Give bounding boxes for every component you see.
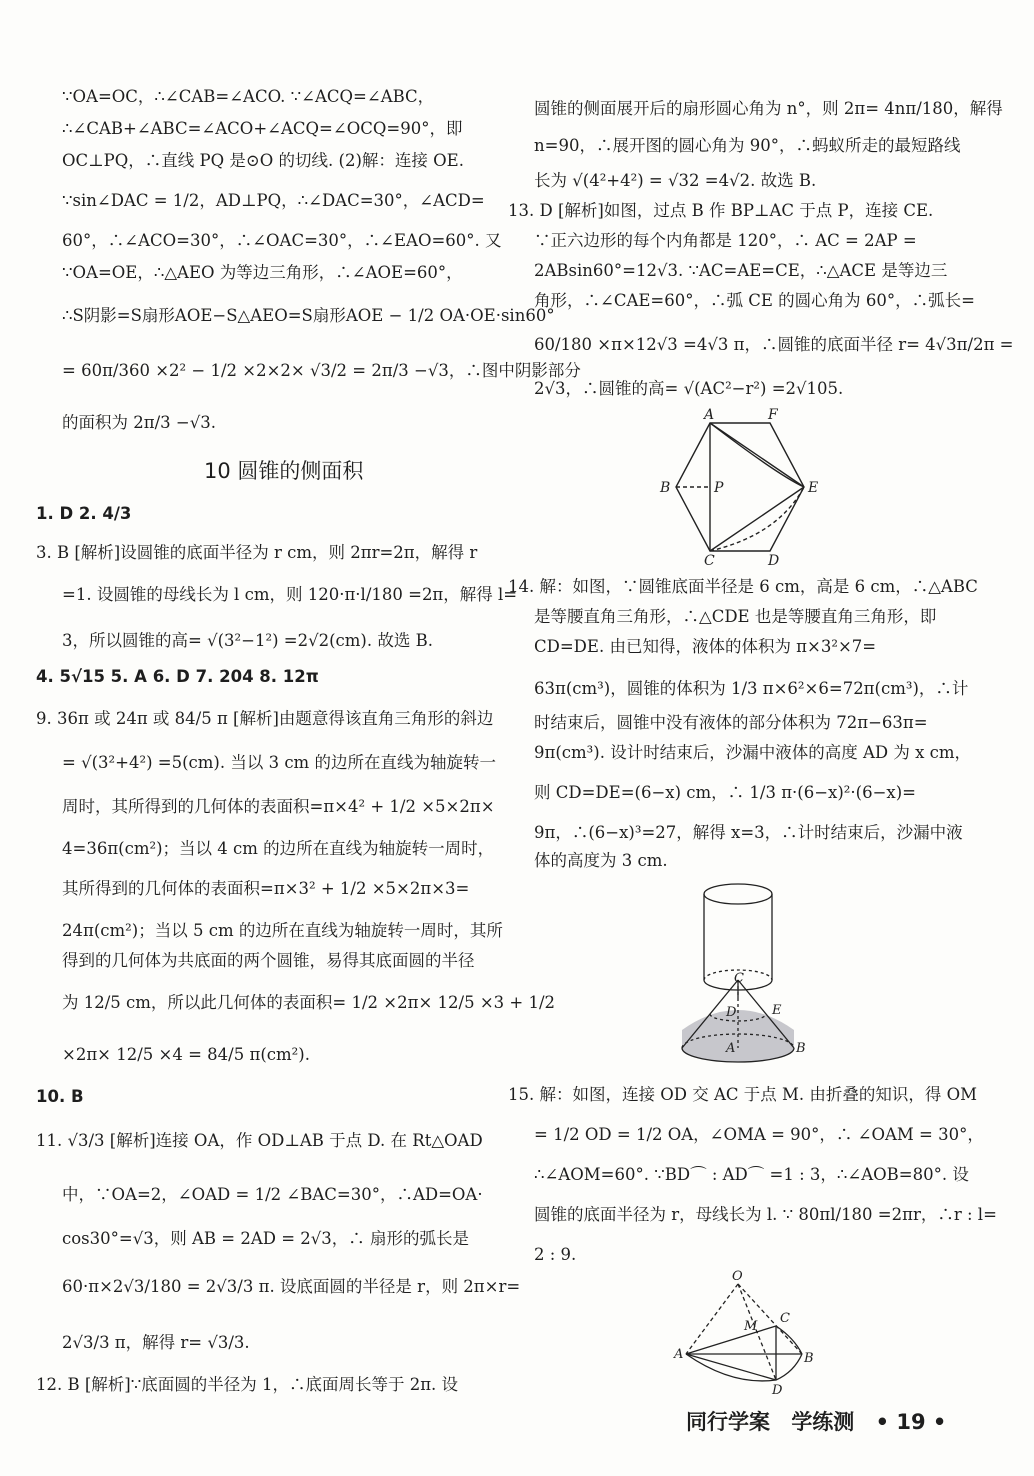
fig15-label: O [732,1269,743,1284]
fig13-label: E [808,480,819,496]
text-line: n=90，∴展开图的圆心角为 90°，∴蚂蚁所走的最短路线 [534,136,961,155]
text-line: 3. B [解析]设圆锥的底面半径为 r cm，则 2πr=2π，解得 r [36,543,478,562]
text-line: ∴∠AOM=60°. ∵BD⌒ : AD⌒ =1 : 3，∴∠AOB=80°. 设 [534,1165,969,1184]
answer-line: 10. B [36,1087,84,1106]
text-line: 3，所以圆锥的高= √(3²−1²) =2√2(cm). 故选 B. [62,631,433,650]
text-line: cos30°=√3，则 AB = 2AD = 2√3，∴ 扇形的弧长是 [62,1229,470,1248]
text-line: 其所得到的几何体的表面积=π×3² + 1/2 ×5×2π×3= [62,879,470,898]
text-line: CD=DE. 由已知得，液体的体积为 π×3²×7= [534,637,877,656]
text-line: =1. 设圆锥的母线长为 l cm，则 120·π·l/180 =2π，解得 l= [62,585,518,604]
fig13-label: A [704,407,715,423]
text-line: 角形，∴∠CAE=60°，∴弧 CE 的圆心角为 60°，∴弧长= [534,291,975,310]
text-line: = √(3²+4²) =5(cm). 当以 3 cm 的边所在直线为轴旋转一 [62,753,496,772]
hexagon-figure [658,405,838,570]
text-line: 长为 √(4²+4²) = √32 =4√2. 故选 B. [534,171,817,190]
fig13-label: P [714,480,724,496]
footer-series: 学练测 [791,1410,855,1434]
fig14-label: C [734,971,744,986]
hourglass-figure [668,880,828,1070]
text-line: 15. 解：如图，连接 OD 交 AC 于点 M. 由折叠的知识，得 OM [508,1085,978,1104]
text-line: 9. 36π 或 24π 或 84/5 π [解析]由题意得该直角三角形的斜边 [36,709,494,728]
text-line: 12. B [解析]∵底面圆的半径为 1，∴底面周长等于 2π. 设 [36,1375,459,1394]
section-title: 10 圆锥的侧面积 [204,459,364,483]
text-line: 2√3，∴圆锥的高= √(AC²−r²) =2√105. [534,379,844,398]
fig13-label: B [660,480,671,496]
fig15-label: C [780,1311,790,1326]
fig14-label: E [772,1003,782,1018]
text-line: 60/180 ×π×12√3 =4√3 π，∴圆锥的底面半径 r= 4√3π/2π = [534,335,1014,354]
fig14-label: D [726,1005,737,1020]
text-line: 中，∵OA=2，∠OAD = 1/2 ∠BAC=30°，∴AD=OA· [62,1185,483,1204]
text-line: 9π(cm³). 设计时结束后，沙漏中液体的高度 AD 为 x cm， [534,743,972,762]
fig14-label: A [726,1041,736,1056]
text-line: 4=36π(cm²)；当以 4 cm 的边所在直线为轴旋转一周时， [62,839,495,858]
text-line: 得到的几何体为共底面的两个圆锥，易得其底面圆的半径 [62,951,475,970]
text-line: 9π，∴(6−x)³=27，解得 x=3，∴计时结束后，沙漏中液 [534,823,963,842]
text-line: ×2π× 12/5 ×4 = 84/5 π(cm²). [62,1045,310,1064]
text-line: 14. 解：如图，∵圆锥底面半径是 6 cm，高是 6 cm，∴△ABC [508,577,978,596]
fig15-label: A [674,1347,684,1362]
fig13-label: C [704,553,715,569]
text-line: 周时，其所得到的几何体的表面积=π×4² + 1/2 ×5×2π× [62,797,495,816]
text-line: 体的高度为 3 cm. [534,851,668,870]
text-line: ∵正六边形的每个内角都是 120°，∴ AC = 2AP = [534,231,917,250]
text-line: = 1/2 OD = 1/2 OA，∠OMA = 90°，∴ ∠OAM = 30°， [534,1125,984,1144]
fig13-label: D [768,553,780,569]
text-line: 的面积为 2π/3 −√3. [62,413,216,432]
text-line: 24π(cm²)；当以 5 cm 的边所在直线为轴旋转一周时，其所 [62,921,503,940]
text-line: 2√3/3 π，解得 r= √3/3. [62,1333,250,1352]
text-line: OC⊥PQ，∴直线 PQ 是⊙O 的切线. (2)解：连接 OE. [62,151,464,170]
text-line: 2 : 9. [534,1245,577,1264]
text-line: 时结束后，圆锥中没有液体的部分体积为 72π−63π= [534,713,928,732]
text-line: 63π(cm³)，圆锥的体积为 1/3 π×6²×6=72π(cm³)，∴计 [534,679,969,698]
text-line: ∴∠CAB+∠ABC=∠ACO+∠ACQ=∠OCQ=90°，即 [62,119,463,138]
text-line: 11. √3/3 [解析]连接 OA，作 OD⊥AB 于点 D. 在 Rt△OAD [36,1131,483,1150]
answer-line: 1. D 2. 4/3 [36,504,132,523]
fig14-label: B [796,1041,806,1056]
text-line: ∵OA=OE，∴△AEO 为等边三角形，∴∠AOE=60°， [62,263,463,282]
text-line: = 60π/360 ×2² − 1/2 ×2×2× √3/2 = 2π/3 −√3，∴图中阴影部分 [62,361,581,380]
text-line: 60·π×2√3/180 = 2√3/3 π. 设底面圆的半径是 r，则 2π×r= [62,1277,521,1296]
page-footer [686,1406,960,1436]
answer-line: 4. 5√15 5. A 6. D 7. 204 8. 12π [36,667,319,686]
footer-brand: 同行学案 [686,1410,770,1434]
text-line: 13. D [解析]如图，过点 B 作 BP⊥AC 于点 P，连接 CE. [508,201,934,220]
text-line: 圆锥的侧面展开后的扇形圆心角为 n°，则 2π= 4nπ/180，解得 [534,99,1003,118]
text-line: ∵OA=OC，∴∠CAB=∠ACO. ∵∠ACQ=∠ABC， [62,87,435,106]
text-line: 2ABsin60°=12√3. ∵AC=AE=CE，∴△ACE 是等边三 [534,261,948,280]
fig15-label: B [804,1351,814,1366]
fig15-label: D [772,1383,783,1398]
text-line: 为 12/5 cm，所以此几何体的表面积= 1/2 ×2π× 12/5 ×3 + 1/2 [62,993,556,1012]
cone-net-figure [672,1268,822,1398]
text-line: 是等腰直角三角形，∴△CDE 也是等腰直角三角形，即 [534,607,937,626]
text-line: ∵sin∠DAC = 1/2，AD⊥PQ，∴∠DAC=30°，∠ACD= [62,191,485,210]
fig13-label: F [768,407,778,423]
page-number: • 19 • [875,1410,947,1434]
text-line: ∴S阴影=S扇形AOE−S△AEO=S扇形AOE − 1/2 OA·OE·sin60° [62,306,555,325]
text-line: 60°，∴∠ACO=30°，∴∠OAC=30°，∴∠EAO=60°. 又 [62,231,502,250]
text-line: 则 CD=DE=(6−x) cm，∴ 1/3 π·(6−x)²·(6−x)= [534,783,916,802]
text-line: 圆锥的底面半径为 r，母线长为 l. ∵ 80πl/180 =2πr，∴r : l= [534,1205,997,1224]
fig15-label: M [744,1319,758,1334]
